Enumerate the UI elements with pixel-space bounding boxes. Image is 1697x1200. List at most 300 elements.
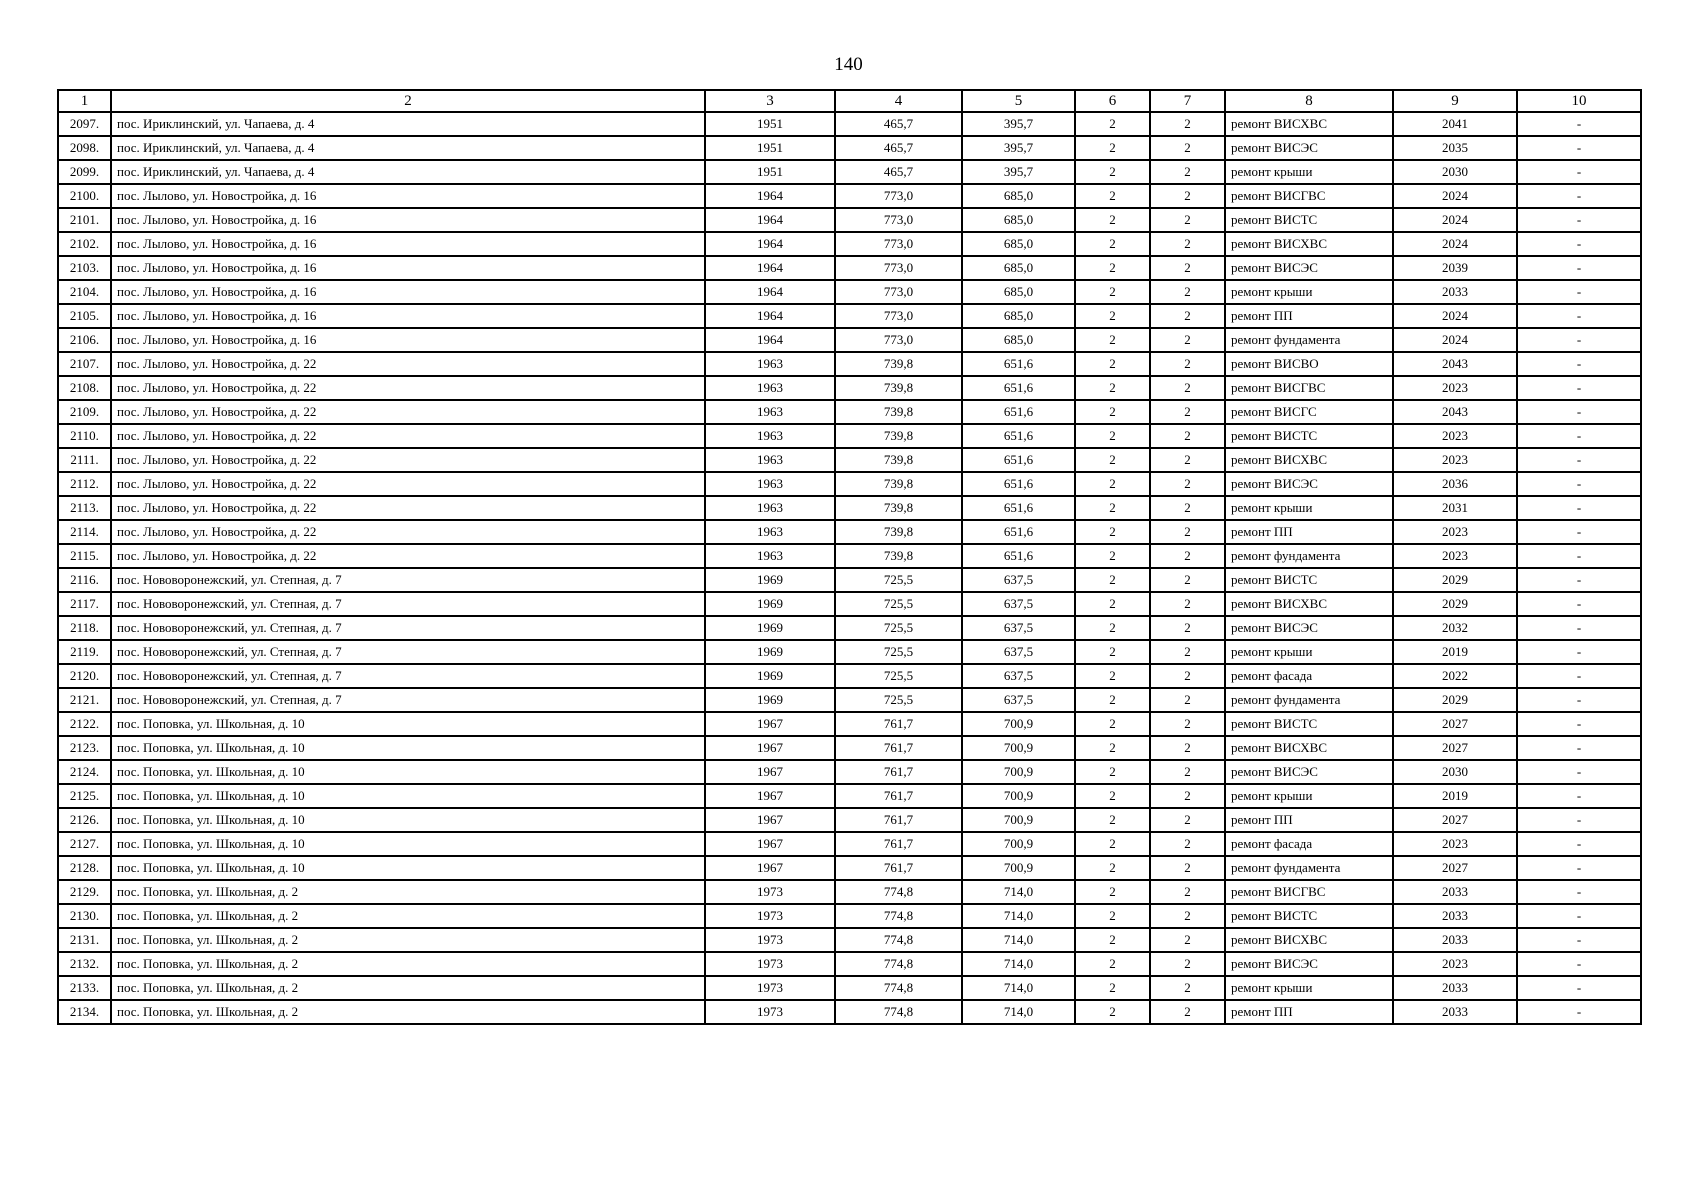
year-cell: 1963 (705, 352, 835, 376)
col6-cell: 2 (1075, 304, 1150, 328)
total-area-cell: 773,0 (835, 256, 962, 280)
year-cell: 1951 (705, 160, 835, 184)
col6-cell: 2 (1075, 184, 1150, 208)
col10-cell: - (1517, 184, 1641, 208)
living-area-cell: 395,7 (962, 136, 1075, 160)
column-header: 8 (1225, 90, 1393, 112)
row-number-cell: 2100. (58, 184, 111, 208)
total-area-cell: 739,8 (835, 376, 962, 400)
table-row (58, 808, 1641, 832)
address-cell: пос. Поповка, ул. Школьная, д. 10 (111, 760, 705, 784)
col10-cell: - (1517, 976, 1641, 1000)
address-cell: пос. Нововоронежский, ул. Степная, д. 7 (111, 568, 705, 592)
row-number-cell: 2124. (58, 760, 111, 784)
row-number-cell: 2130. (58, 904, 111, 928)
row-number-cell: 2120. (58, 664, 111, 688)
address-cell: пос. Лылово, ул. Новостройка, д. 22 (111, 376, 705, 400)
col7-cell: 2 (1150, 928, 1225, 952)
address-cell: пос. Лылово, ул. Новостройка, д. 16 (111, 256, 705, 280)
column-header: 5 (962, 90, 1075, 112)
row-number-cell: 2111. (58, 448, 111, 472)
col6-cell: 2 (1075, 736, 1150, 760)
address-cell: пос. Лылово, ул. Новостройка, д. 16 (111, 328, 705, 352)
living-area-cell: 714,0 (962, 880, 1075, 904)
planned-year-cell: 2029 (1393, 688, 1517, 712)
work-type-cell: ремонт ВИСХВС (1225, 736, 1393, 760)
work-type-cell: ремонт ВИСТС (1225, 424, 1393, 448)
living-area-cell: 395,7 (962, 160, 1075, 184)
table-row (58, 904, 1641, 928)
address-cell: пос. Лылово, ул. Новостройка, д. 16 (111, 232, 705, 256)
living-area-cell: 700,9 (962, 712, 1075, 736)
total-area-cell: 725,5 (835, 640, 962, 664)
col10-cell: - (1517, 856, 1641, 880)
col7-cell: 2 (1150, 544, 1225, 568)
table-row (58, 712, 1641, 736)
col7-cell: 2 (1150, 952, 1225, 976)
col10-cell: - (1517, 448, 1641, 472)
total-area-cell: 725,5 (835, 592, 962, 616)
planned-year-cell: 2024 (1393, 208, 1517, 232)
col10-cell: - (1517, 880, 1641, 904)
row-number-cell: 2132. (58, 952, 111, 976)
year-cell: 1963 (705, 544, 835, 568)
work-type-cell: ремонт ВИСХВС (1225, 592, 1393, 616)
col7-cell: 2 (1150, 736, 1225, 760)
col7-cell: 2 (1150, 808, 1225, 832)
table-header-row (58, 90, 1641, 112)
living-area-cell: 651,6 (962, 424, 1075, 448)
total-area-cell: 725,5 (835, 568, 962, 592)
year-cell: 1963 (705, 520, 835, 544)
living-area-cell: 637,5 (962, 640, 1075, 664)
table-row (58, 616, 1641, 640)
year-cell: 1973 (705, 976, 835, 1000)
col6-cell: 2 (1075, 496, 1150, 520)
row-number-cell: 2117. (58, 592, 111, 616)
work-type-cell: ремонт ВИСВО (1225, 352, 1393, 376)
address-cell: пос. Нововоронежский, ул. Степная, д. 7 (111, 616, 705, 640)
col6-cell: 2 (1075, 664, 1150, 688)
planned-year-cell: 2043 (1393, 352, 1517, 376)
col6-cell: 2 (1075, 280, 1150, 304)
work-type-cell: ремонт крыши (1225, 280, 1393, 304)
year-cell: 1969 (705, 688, 835, 712)
work-type-cell: ремонт ВИСГВС (1225, 184, 1393, 208)
total-area-cell: 739,8 (835, 448, 962, 472)
total-area-cell: 739,8 (835, 424, 962, 448)
work-type-cell: ремонт ВИСХВС (1225, 232, 1393, 256)
total-area-cell: 761,7 (835, 784, 962, 808)
living-area-cell: 651,6 (962, 496, 1075, 520)
col7-cell: 2 (1150, 112, 1225, 136)
column-header: 10 (1517, 90, 1641, 112)
year-cell: 1967 (705, 808, 835, 832)
col6-cell: 2 (1075, 880, 1150, 904)
total-area-cell: 774,8 (835, 904, 962, 928)
work-type-cell: ремонт ВИСХВС (1225, 928, 1393, 952)
column-header: 3 (705, 90, 835, 112)
column-header: 7 (1150, 90, 1225, 112)
col10-cell: - (1517, 520, 1641, 544)
table-row (58, 592, 1641, 616)
table-row (58, 352, 1641, 376)
living-area-cell: 714,0 (962, 928, 1075, 952)
year-cell: 1964 (705, 256, 835, 280)
column-header: 6 (1075, 90, 1150, 112)
col7-cell: 2 (1150, 856, 1225, 880)
address-cell: пос. Лылово, ул. Новостройка, д. 22 (111, 400, 705, 424)
year-cell: 1967 (705, 784, 835, 808)
col10-cell: - (1517, 208, 1641, 232)
living-area-cell: 685,0 (962, 280, 1075, 304)
planned-year-cell: 2023 (1393, 424, 1517, 448)
row-number-cell: 2121. (58, 688, 111, 712)
address-cell: пос. Нововоронежский, ул. Степная, д. 7 (111, 664, 705, 688)
col6-cell: 2 (1075, 1000, 1150, 1024)
year-cell: 1963 (705, 376, 835, 400)
row-number-cell: 2122. (58, 712, 111, 736)
planned-year-cell: 2027 (1393, 808, 1517, 832)
work-type-cell: ремонт ВИСГС (1225, 400, 1393, 424)
col6-cell: 2 (1075, 856, 1150, 880)
total-area-cell: 739,8 (835, 472, 962, 496)
table-row (58, 496, 1641, 520)
row-number-cell: 2129. (58, 880, 111, 904)
column-header: 9 (1393, 90, 1517, 112)
table-row (58, 952, 1641, 976)
table-row (58, 1000, 1641, 1024)
living-area-cell: 685,0 (962, 184, 1075, 208)
table-row (58, 136, 1641, 160)
col7-cell: 2 (1150, 616, 1225, 640)
row-number-cell: 2119. (58, 640, 111, 664)
table-row (58, 664, 1641, 688)
work-type-cell: ремонт ВИСТС (1225, 568, 1393, 592)
total-area-cell: 465,7 (835, 136, 962, 160)
total-area-cell: 774,8 (835, 1000, 962, 1024)
col7-cell: 2 (1150, 712, 1225, 736)
table-row (58, 328, 1641, 352)
work-type-cell: ремонт фасада (1225, 832, 1393, 856)
planned-year-cell: 2033 (1393, 904, 1517, 928)
table-row (58, 544, 1641, 568)
living-area-cell: 637,5 (962, 592, 1075, 616)
col10-cell: - (1517, 232, 1641, 256)
table-row (58, 736, 1641, 760)
col10-cell: - (1517, 472, 1641, 496)
address-cell: пос. Лылово, ул. Новостройка, д. 22 (111, 352, 705, 376)
year-cell: 1964 (705, 232, 835, 256)
year-cell: 1973 (705, 904, 835, 928)
address-cell: пос. Лылово, ул. Новостройка, д. 22 (111, 520, 705, 544)
address-cell: пос. Поповка, ул. Школьная, д. 2 (111, 904, 705, 928)
table-row (58, 688, 1641, 712)
address-cell: пос. Лылово, ул. Новостройка, д. 22 (111, 496, 705, 520)
living-area-cell: 637,5 (962, 688, 1075, 712)
col7-cell: 2 (1150, 424, 1225, 448)
address-cell: пос. Поповка, ул. Школьная, д. 10 (111, 832, 705, 856)
year-cell: 1973 (705, 1000, 835, 1024)
table-row (58, 424, 1641, 448)
total-area-cell: 761,7 (835, 760, 962, 784)
col7-cell: 2 (1150, 448, 1225, 472)
address-cell: пос. Поповка, ул. Школьная, д. 2 (111, 880, 705, 904)
row-number-cell: 2101. (58, 208, 111, 232)
col6-cell: 2 (1075, 760, 1150, 784)
year-cell: 1964 (705, 184, 835, 208)
col10-cell: - (1517, 424, 1641, 448)
total-area-cell: 739,8 (835, 496, 962, 520)
year-cell: 1967 (705, 736, 835, 760)
col6-cell: 2 (1075, 256, 1150, 280)
column-header: 4 (835, 90, 962, 112)
planned-year-cell: 2023 (1393, 952, 1517, 976)
planned-year-cell: 2027 (1393, 736, 1517, 760)
work-type-cell: ремонт фасада (1225, 664, 1393, 688)
address-cell: пос. Нововоронежский, ул. Степная, д. 7 (111, 592, 705, 616)
table-row (58, 256, 1641, 280)
work-type-cell: ремонт крыши (1225, 976, 1393, 1000)
row-number-cell: 2131. (58, 928, 111, 952)
work-type-cell: ремонт ВИСЭС (1225, 616, 1393, 640)
col7-cell: 2 (1150, 304, 1225, 328)
work-type-cell: ремонт ВИСЭС (1225, 256, 1393, 280)
table-row (58, 520, 1641, 544)
address-cell: пос. Ириклинский, ул. Чапаева, д. 4 (111, 112, 705, 136)
col10-cell: - (1517, 712, 1641, 736)
year-cell: 1964 (705, 328, 835, 352)
planned-year-cell: 2024 (1393, 328, 1517, 352)
address-cell: пос. Поповка, ул. Школьная, д. 10 (111, 712, 705, 736)
planned-year-cell: 2022 (1393, 664, 1517, 688)
table-row (58, 376, 1641, 400)
total-area-cell: 773,0 (835, 184, 962, 208)
col6-cell: 2 (1075, 232, 1150, 256)
total-area-cell: 761,7 (835, 856, 962, 880)
col7-cell: 2 (1150, 640, 1225, 664)
col6-cell: 2 (1075, 688, 1150, 712)
living-area-cell: 714,0 (962, 904, 1075, 928)
planned-year-cell: 2027 (1393, 856, 1517, 880)
year-cell: 1964 (705, 208, 835, 232)
col7-cell: 2 (1150, 328, 1225, 352)
work-type-cell: ремонт ВИСТС (1225, 208, 1393, 232)
work-type-cell: ремонт ВИСТС (1225, 904, 1393, 928)
work-type-cell: ремонт крыши (1225, 640, 1393, 664)
page-number: 140 (834, 54, 863, 75)
address-cell: пос. Ириклинский, ул. Чапаева, д. 4 (111, 136, 705, 160)
row-number-cell: 2113. (58, 496, 111, 520)
col10-cell: - (1517, 784, 1641, 808)
col10-cell: - (1517, 904, 1641, 928)
col6-cell: 2 (1075, 592, 1150, 616)
living-area-cell: 651,6 (962, 448, 1075, 472)
table-row (58, 208, 1641, 232)
total-area-cell: 761,7 (835, 808, 962, 832)
col6-cell: 2 (1075, 544, 1150, 568)
col7-cell: 2 (1150, 352, 1225, 376)
table-body (58, 112, 1641, 1024)
column-header: 1 (58, 90, 111, 112)
col10-cell: - (1517, 256, 1641, 280)
total-area-cell: 725,5 (835, 616, 962, 640)
col10-cell: - (1517, 592, 1641, 616)
planned-year-cell: 2023 (1393, 448, 1517, 472)
col7-cell: 2 (1150, 664, 1225, 688)
address-cell: пос. Поповка, ул. Школьная, д. 2 (111, 1000, 705, 1024)
col7-cell: 2 (1150, 160, 1225, 184)
col10-cell: - (1517, 160, 1641, 184)
col6-cell: 2 (1075, 952, 1150, 976)
planned-year-cell: 2029 (1393, 568, 1517, 592)
col6-cell: 2 (1075, 424, 1150, 448)
total-area-cell: 773,0 (835, 208, 962, 232)
row-number-cell: 2128. (58, 856, 111, 880)
year-cell: 1973 (705, 952, 835, 976)
table-row (58, 784, 1641, 808)
row-number-cell: 2107. (58, 352, 111, 376)
living-area-cell: 685,0 (962, 232, 1075, 256)
work-type-cell: ремонт ВИСТС (1225, 712, 1393, 736)
row-number-cell: 2110. (58, 424, 111, 448)
year-cell: 1951 (705, 112, 835, 136)
living-area-cell: 685,0 (962, 304, 1075, 328)
total-area-cell: 761,7 (835, 832, 962, 856)
total-area-cell: 774,8 (835, 928, 962, 952)
address-cell: пос. Лылово, ул. Новостройка, д. 16 (111, 280, 705, 304)
col6-cell: 2 (1075, 568, 1150, 592)
table-row (58, 280, 1641, 304)
living-area-cell: 637,5 (962, 568, 1075, 592)
work-type-cell: ремонт ВИСЭС (1225, 472, 1393, 496)
year-cell: 1963 (705, 472, 835, 496)
table-row (58, 976, 1641, 1000)
work-type-cell: ремонт крыши (1225, 496, 1393, 520)
table-row (58, 400, 1641, 424)
living-area-cell: 685,0 (962, 328, 1075, 352)
planned-year-cell: 2031 (1393, 496, 1517, 520)
col6-cell: 2 (1075, 976, 1150, 1000)
year-cell: 1969 (705, 640, 835, 664)
row-number-cell: 2112. (58, 472, 111, 496)
year-cell: 1963 (705, 400, 835, 424)
work-type-cell: ремонт крыши (1225, 160, 1393, 184)
planned-year-cell: 2030 (1393, 760, 1517, 784)
total-area-cell: 465,7 (835, 160, 962, 184)
col7-cell: 2 (1150, 280, 1225, 304)
col10-cell: - (1517, 544, 1641, 568)
col10-cell: - (1517, 640, 1641, 664)
total-area-cell: 739,8 (835, 520, 962, 544)
planned-year-cell: 2039 (1393, 256, 1517, 280)
col10-cell: - (1517, 1000, 1641, 1024)
row-number-cell: 2126. (58, 808, 111, 832)
repair-schedule-table (57, 89, 1642, 1025)
col7-cell: 2 (1150, 472, 1225, 496)
work-type-cell: ремонт ВИСГВС (1225, 880, 1393, 904)
planned-year-cell: 2032 (1393, 616, 1517, 640)
col7-cell: 2 (1150, 784, 1225, 808)
year-cell: 1963 (705, 424, 835, 448)
col10-cell: - (1517, 136, 1641, 160)
col10-cell: - (1517, 952, 1641, 976)
row-number-cell: 2115. (58, 544, 111, 568)
col7-cell: 2 (1150, 376, 1225, 400)
work-type-cell: ремонт ПП (1225, 808, 1393, 832)
table-row (58, 472, 1641, 496)
planned-year-cell: 2027 (1393, 712, 1517, 736)
planned-year-cell: 2033 (1393, 928, 1517, 952)
work-type-cell: ремонт ПП (1225, 1000, 1393, 1024)
col7-cell: 2 (1150, 880, 1225, 904)
row-number-cell: 2114. (58, 520, 111, 544)
col10-cell: - (1517, 304, 1641, 328)
living-area-cell: 651,6 (962, 400, 1075, 424)
col6-cell: 2 (1075, 832, 1150, 856)
table-row (58, 856, 1641, 880)
row-number-cell: 2098. (58, 136, 111, 160)
row-number-cell: 2125. (58, 784, 111, 808)
address-cell: пос. Поповка, ул. Школьная, д. 2 (111, 928, 705, 952)
col6-cell: 2 (1075, 208, 1150, 232)
year-cell: 1969 (705, 664, 835, 688)
work-type-cell: ремонт крыши (1225, 784, 1393, 808)
year-cell: 1967 (705, 760, 835, 784)
living-area-cell: 685,0 (962, 208, 1075, 232)
col7-cell: 2 (1150, 592, 1225, 616)
col10-cell: - (1517, 400, 1641, 424)
table-row (58, 304, 1641, 328)
planned-year-cell: 2033 (1393, 976, 1517, 1000)
year-cell: 1964 (705, 304, 835, 328)
address-cell: пос. Поповка, ул. Школьная, д. 10 (111, 736, 705, 760)
col6-cell: 2 (1075, 928, 1150, 952)
living-area-cell: 700,9 (962, 832, 1075, 856)
address-cell: пос. Лылово, ул. Новостройка, д. 22 (111, 448, 705, 472)
total-area-cell: 774,8 (835, 880, 962, 904)
address-cell: пос. Нововоронежский, ул. Степная, д. 7 (111, 640, 705, 664)
year-cell: 1967 (705, 712, 835, 736)
living-area-cell: 714,0 (962, 952, 1075, 976)
col7-cell: 2 (1150, 232, 1225, 256)
year-cell: 1963 (705, 496, 835, 520)
row-number-cell: 2133. (58, 976, 111, 1000)
living-area-cell: 714,0 (962, 1000, 1075, 1024)
year-cell: 1973 (705, 928, 835, 952)
total-area-cell: 774,8 (835, 952, 962, 976)
table-row (58, 832, 1641, 856)
col10-cell: - (1517, 112, 1641, 136)
total-area-cell: 739,8 (835, 544, 962, 568)
col10-cell: - (1517, 664, 1641, 688)
address-cell: пос. Нововоронежский, ул. Степная, д. 7 (111, 688, 705, 712)
planned-year-cell: 2024 (1393, 304, 1517, 328)
living-area-cell: 714,0 (962, 976, 1075, 1000)
planned-year-cell: 2041 (1393, 112, 1517, 136)
col6-cell: 2 (1075, 352, 1150, 376)
row-number-cell: 2106. (58, 328, 111, 352)
col6-cell: 2 (1075, 112, 1150, 136)
living-area-cell: 685,0 (962, 256, 1075, 280)
total-area-cell: 739,8 (835, 400, 962, 424)
total-area-cell: 773,0 (835, 280, 962, 304)
col6-cell: 2 (1075, 400, 1150, 424)
work-type-cell: ремонт ПП (1225, 304, 1393, 328)
col10-cell: - (1517, 832, 1641, 856)
col6-cell: 2 (1075, 520, 1150, 544)
col7-cell: 2 (1150, 208, 1225, 232)
